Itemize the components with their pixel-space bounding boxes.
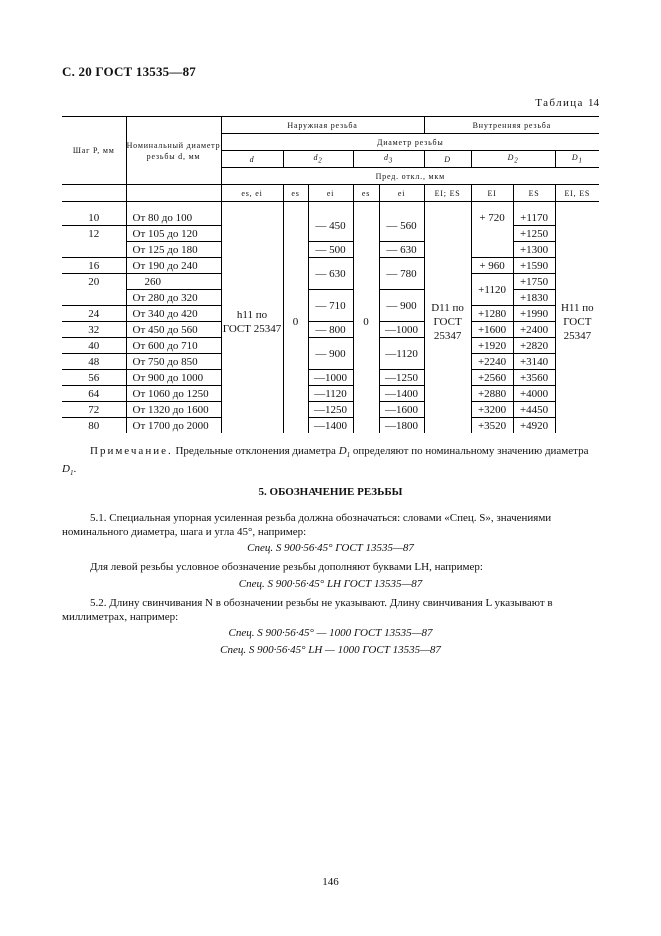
D2-EI-cell: +3520: [471, 418, 513, 434]
es-zero-cell-2: 0: [353, 210, 379, 433]
dev-col-5: EI; ES: [424, 185, 471, 202]
dev-col-4: ei: [379, 185, 424, 202]
table-row: [62, 402, 599, 418]
d3-ei-cell: —1250: [379, 370, 424, 386]
d3-ei-cell: —1000: [379, 322, 424, 338]
section-title: 5. ОБОЗНАЧЕНИЕ РЕЗЬБЫ: [258, 486, 403, 498]
d2-ei-cell: —1400: [308, 418, 353, 434]
D2-ES-cell: +4000: [513, 386, 555, 402]
D2-ES-cell: +2820: [513, 338, 555, 354]
D2-ES-cell: +1250: [513, 226, 555, 242]
pitch-cell: 72: [62, 402, 126, 418]
formula-1: Спец. S 900·56·45° ГОСТ 13535—87: [247, 542, 414, 554]
D2-EI-cell: +1280: [471, 306, 513, 322]
pitch-empty-cell: [62, 185, 126, 202]
D2-ES-cell: +1990: [513, 306, 555, 322]
D2-EI-cell: +1120: [471, 274, 513, 306]
deviation-columns-row: [62, 185, 599, 202]
D2-EI-cell: +2880: [471, 386, 513, 402]
pitch-cell: 80: [62, 418, 126, 434]
D2-EI-cell: [471, 226, 513, 258]
range-cell: 260: [126, 274, 221, 290]
range-cell: От 900 до 1000: [126, 370, 221, 386]
table-row: [62, 322, 599, 338]
range-cell: От 600 до 710: [126, 338, 221, 354]
dev-col-0: es, ei: [221, 185, 283, 202]
sub-D: D: [424, 151, 471, 168]
D2-ES-cell: +2400: [513, 322, 555, 338]
d3-ei-cell: —1120: [379, 338, 424, 370]
table-row: [62, 290, 599, 306]
D2-ES-cell: +1750: [513, 274, 555, 290]
D11-cell: D11 по ГОСТ 25347: [424, 210, 471, 433]
dev-col-2: ei: [308, 185, 353, 202]
pitch-cell: 56: [62, 370, 126, 386]
sub-d: d: [221, 151, 283, 168]
range-cell: От 1320 до 1600: [126, 402, 221, 418]
dev-col-6: EI: [471, 185, 513, 202]
limits-header: Пред. откл., мкм: [221, 168, 599, 185]
range-cell: От 105 до 120: [126, 226, 221, 242]
formula-4: Спец. S 900·56·45° LH — 1000 ГОСТ 13535—87: [220, 644, 441, 656]
pitch-cell: 10: [62, 210, 126, 226]
H11-cell: H11 по ГОСТ 25347: [555, 210, 599, 433]
range-cell: От 280 до 320: [126, 290, 221, 306]
pitch-cell: 64: [62, 386, 126, 402]
pitch-cell: [62, 242, 126, 258]
sub-d2: $d_2$: [283, 151, 353, 168]
D2-EI-cell: +1920: [471, 338, 513, 354]
table-note: Примечание. Предельные отклонения диаметра $D_1$ определяют по номинальному значению диаметра $D_1$.: [62, 445, 589, 478]
table-caption-number: 14: [588, 97, 599, 109]
d3-ei-cell: — 630: [379, 242, 424, 258]
col-nominal-header: Номинальный диаметр резьбы d, мм: [126, 117, 221, 185]
table-row: [62, 242, 599, 258]
D2-ES-cell: +1300: [513, 242, 555, 258]
pitch-cell: 24: [62, 306, 126, 322]
range-cell: От 450 до 560: [126, 322, 221, 338]
dev-col-3: es: [353, 185, 379, 202]
range-cell: От 1060 до 1250: [126, 386, 221, 402]
D2-EI-cell: +2240: [471, 354, 513, 370]
table-row: [62, 210, 599, 226]
h11-cell: h11 по ГОСТ 25347: [221, 210, 283, 433]
D2-EI-cell: + 720: [471, 210, 513, 226]
pitch-cell: 20: [62, 274, 126, 290]
sub-D2: $D_2$: [471, 151, 555, 168]
d2-ei-cell: — 900: [308, 338, 353, 370]
d2-ei-cell: — 630: [308, 258, 353, 290]
d3-ei-cell: — 900: [379, 290, 424, 322]
d3-ei-cell: — 780: [379, 258, 424, 290]
external-thread-header: Наружная резьба: [221, 117, 424, 134]
d3-ei-cell: —1400: [379, 386, 424, 402]
table-caption-word: Таблица: [535, 97, 584, 109]
es-zero-cell: 0: [283, 210, 308, 433]
D2-EI-cell: + 960: [471, 258, 513, 274]
pitch-cell: [62, 290, 126, 306]
D2-ES-cell: +4450: [513, 402, 555, 418]
table-row: [62, 418, 599, 434]
deviation-table: [62, 116, 599, 433]
sub-D1: $D_1$: [555, 151, 599, 168]
d2-ei-cell: —1250: [308, 402, 353, 418]
col-pitch-header: Шаг P, мм: [62, 117, 126, 185]
D2-ES-cell: +1590: [513, 258, 555, 274]
pitch-cell: 12: [62, 226, 126, 242]
formula-2: Спец. S 900·56·45° LH ГОСТ 13535—87: [238, 578, 423, 590]
d2-ei-cell: — 500: [308, 242, 353, 258]
d3-ei-cell: —1800: [379, 418, 424, 434]
D2-ES-cell: +1170: [513, 210, 555, 226]
thread-diameter-header: Диаметр резьбы: [221, 134, 599, 151]
d2-ei-cell: —1120: [308, 386, 353, 402]
pitch-cell: 16: [62, 258, 126, 274]
table-row: [62, 258, 599, 274]
table-row: [62, 338, 599, 354]
dev-col-1: es: [283, 185, 308, 202]
sub-d3: $d_3$: [353, 151, 424, 168]
dev-col-8: EI, ES: [555, 185, 599, 202]
D2-ES-cell: +1830: [513, 290, 555, 306]
D2-EI-cell: +3200: [471, 402, 513, 418]
table-row: [62, 386, 599, 402]
dev-col-7: ES: [513, 185, 555, 202]
D2-EI-cell: +2560: [471, 370, 513, 386]
D2-ES-cell: +3140: [513, 354, 555, 370]
note-label: Примечание.: [90, 445, 173, 457]
table-row: [62, 370, 599, 386]
d2-ei-cell: — 710: [308, 290, 353, 322]
range-cell: От 80 до 100: [126, 210, 221, 226]
page-header: С. 20 ГОСТ 13535—87: [62, 64, 196, 79]
range-cell: От 750 до 850: [126, 354, 221, 370]
paragraph-5-1: 5.1. Специальная упорная усиленная резьба должна обозначаться: словами «Спец. S», значениями номинального диаметра, шага и угла 45°, например:: [62, 512, 552, 538]
d2-ei-cell: — 800: [308, 322, 353, 338]
paragraph-left-thread: Для левой резьбы условное обозначение резьбы дополняют буквами LH, например:: [90, 561, 483, 573]
D2-ES-cell: +3560: [513, 370, 555, 386]
range-cell: От 190 до 240: [126, 258, 221, 274]
d3-ei-cell: — 560: [379, 210, 424, 242]
range-cell: От 125 до 180: [126, 242, 221, 258]
pitch-cell: 48: [62, 354, 126, 370]
d2-ei-cell: —1000: [308, 370, 353, 386]
D2-ES-cell: +4920: [513, 418, 555, 434]
pitch-cell: 32: [62, 322, 126, 338]
table-caption: [535, 97, 599, 109]
page-number: 146: [322, 876, 339, 888]
paragraph-5-2: 5.2. Длину свинчивания N в обозначении резьбы не указывают. Длину свинчивания L указывают в миллиметрах, например:: [62, 597, 553, 623]
pitch-cell: 40: [62, 338, 126, 354]
nominal-empty-cell: [126, 185, 221, 202]
formula-3: Спец. S 900·56·45° — 1000 ГОСТ 13535—87: [228, 627, 433, 639]
range-cell: От 1700 до 2000: [126, 418, 221, 434]
d2-ei-cell: — 450: [308, 210, 353, 242]
range-cell: От 340 до 420: [126, 306, 221, 322]
D2-EI-cell: +1600: [471, 322, 513, 338]
internal-thread-header: Внутренняя резьба: [424, 117, 599, 134]
d3-ei-cell: —1600: [379, 402, 424, 418]
